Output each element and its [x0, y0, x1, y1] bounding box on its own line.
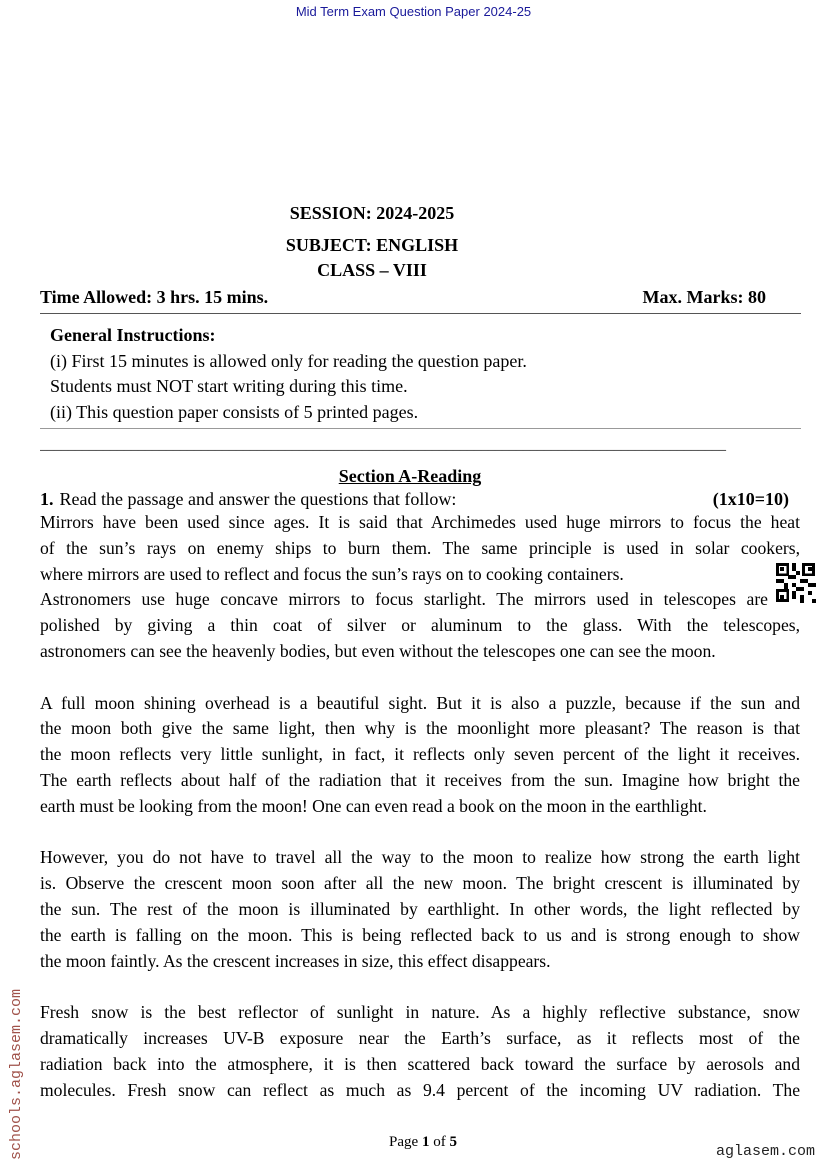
passage-line: of the sun’s rays on enemy ships to burn them. The same principle is used in solar cookers,	[40, 537, 800, 558]
running-header: Mid Term Exam Question Paper 2024-25	[295, 4, 532, 19]
paragraph-gap	[40, 820, 800, 846]
passage-line: The earth reflects about half of the radiation that it receives from the sun. Imagine how bright the	[40, 769, 800, 790]
instruction-line: Students must NOT start writing during this time.	[50, 376, 408, 396]
total-pages: 5	[449, 1134, 457, 1150]
session: SESSION: 2024-2025	[289, 203, 455, 223]
passage-line: where mirrors are used to reflect and focus the sun’s rays on to cooking containers.	[40, 563, 624, 584]
passage-line: is. Observe the crescent moon soon after all the new moon. The bright crescent is illuminated by	[40, 873, 800, 894]
of-label: of	[433, 1134, 446, 1150]
passage-line: However, you do not have to travel all the way to the moon to realize how strong the earth light	[40, 847, 800, 868]
instructions-title: General Instructions:	[50, 325, 216, 345]
passage-line: polished by giving a thin coat of silver or aluminum to the glass. With the telescopes,	[40, 615, 800, 636]
qr-code-icon	[776, 563, 816, 603]
class: CLASS – VIII	[317, 260, 427, 280]
question-1	[40, 489, 795, 510]
passage-line: molecules. Fresh snow can reflect as much as 9.4 percent of the incoming UV radiation. The	[40, 1079, 800, 1100]
passage-line: the moon both give the same light, then why is the moonlight more pleasant? The reason is that	[40, 718, 800, 739]
question-number: 1.	[40, 489, 54, 509]
reading-passage	[40, 510, 800, 1103]
watermark: schools.aglasem.com	[8, 988, 25, 1160]
exam-meta	[40, 287, 766, 308]
question-text: Read the passage and answer the questions that follow:	[59, 489, 457, 509]
max-marks: Max. Marks: 80	[642, 287, 766, 307]
divider	[40, 313, 801, 314]
passage-line: the earth is falling on the moon. This is being reflected back to us and is strong enough to show	[40, 924, 800, 945]
passage-line: A full moon shining overhead is a beautiful sight. But it is also a puzzle, because if the sun and	[40, 692, 800, 713]
time-allowed: Time Allowed: 3 hrs. 15 mins.	[40, 287, 269, 307]
instruction-line: (ii) This question paper consists of 5 printed pages.	[50, 401, 419, 422]
separator-line: __________________________________________________________________________________________________	[40, 438, 726, 453]
passage-line: the sun. The rest of the moon is illuminated by earthlight. In other words, the light reflected by	[40, 898, 800, 919]
passage-line: dramatically increases UV-B exposure near the Earth’s surface, as it reflects most of the	[40, 1027, 800, 1048]
passage-line: astronomers can see the heavenly bodies, but even without the telescopes one can see the moon.	[40, 640, 716, 661]
passage-line: the moon faintly. As the crescent increases in size, this effect disappears.	[40, 950, 551, 971]
passage-line: radiation back into the atmosphere, it is then scattered back toward the surface by aerosols and	[40, 1053, 800, 1074]
current-page: 1	[421, 1134, 430, 1150]
page-label: Page	[389, 1134, 419, 1150]
passage-line: Mirrors have been used since ages. It is said that Archimedes used huge mirrors to focus the heat	[40, 512, 800, 532]
passage-line: Astronomers use huge concave mirrors to focus starlight. The mirrors used in telescopes are	[40, 589, 768, 610]
passage-line: earth must be looking from the moon! One can even read a book on the moon in the earthlight.	[40, 795, 707, 816]
subject: SUBJECT: ENGLISH	[285, 235, 459, 255]
paragraph-gap	[40, 665, 800, 691]
section-title: Section A-Reading	[338, 466, 482, 486]
general-instructions	[50, 323, 527, 425]
site-watermark: aglasem.com	[715, 1143, 815, 1160]
page-number	[0, 1134, 827, 1151]
divider	[40, 428, 801, 429]
paragraph-gap	[40, 974, 800, 1000]
question-marks: (1x10=10)	[712, 489, 789, 509]
passage-line: Fresh snow is the best reflector of sunlight in nature. As a highly reflective substance, snow	[40, 1002, 800, 1023]
passage-line: the moon reflects very little sunlight, in fact, it reflects only seven percent of the light it receives.	[40, 744, 800, 765]
instruction-line: (i) First 15 minutes is allowed only for reading the question paper.	[50, 350, 527, 371]
